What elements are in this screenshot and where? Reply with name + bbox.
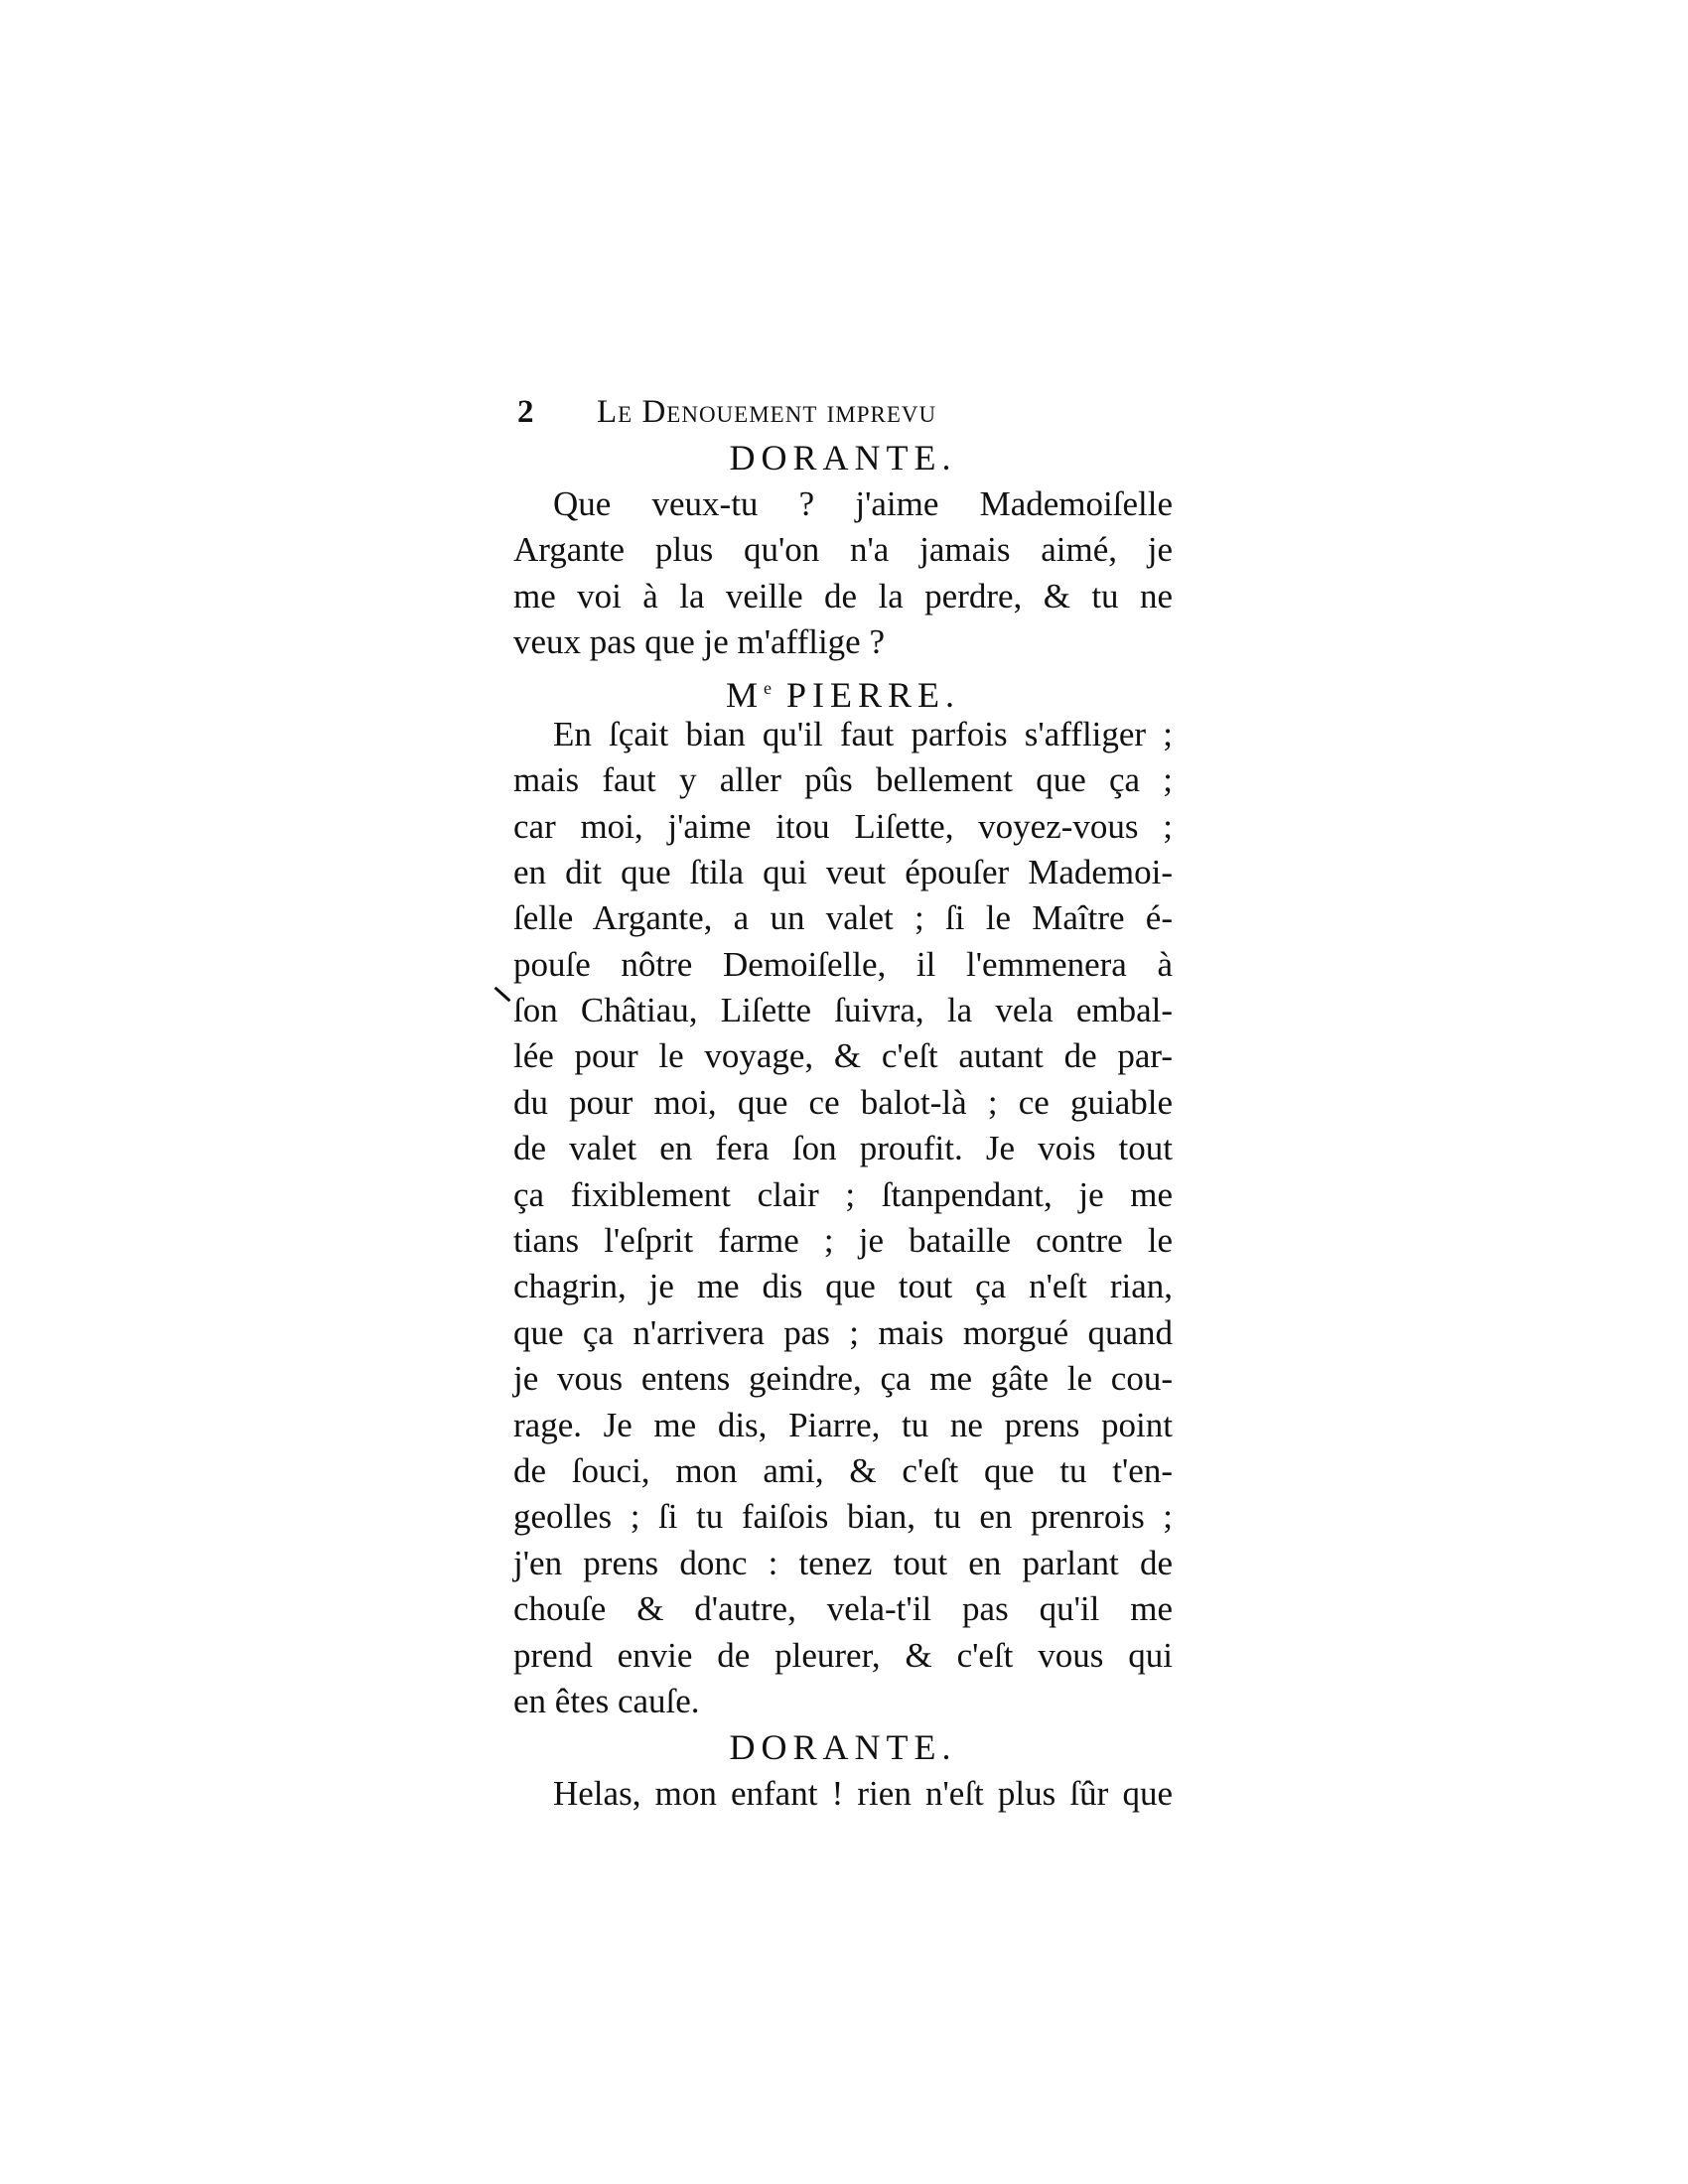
text-line: j'en prens donc : tenez tout en parlant de xyxy=(513,1543,1173,1582)
text-line: de ſouci, mon ami, & c'eſt que tu t'en- xyxy=(513,1450,1173,1490)
text-line: geolles ; ſi tu faiſois bian, tu en prenrois ; xyxy=(513,1497,1173,1537)
page-number: 2 xyxy=(517,394,535,430)
speaker-heading: DORANTE. xyxy=(729,1727,957,1768)
book-page xyxy=(513,389,1173,1817)
speech-paragraph xyxy=(513,481,1173,666)
text-line: car moi, j'aime itou Liſette, voyez-vous ; xyxy=(513,806,1173,846)
text-line: en dit que ſtila qui veut épouſer Mademoi- xyxy=(513,852,1173,891)
text-line: que ça n'arrivera pas ; mais morgué quand xyxy=(513,1312,1173,1352)
text-line: chouſe & d'autre, vela-t'il pas qu'il me xyxy=(513,1589,1173,1629)
speaker-name: PIERRE. xyxy=(786,675,961,716)
text-line: Que veux-tu ? j'aime Mademoiſelle xyxy=(553,483,1173,523)
text-line: veux pas que je m'afflige ? xyxy=(513,621,885,661)
text-line: du pour moi, que ce balot-là ; ce guiable xyxy=(513,1082,1173,1122)
text-line: ſon Châtiau, Liſette ſuivra, la vela embal- xyxy=(513,991,1173,1030)
text-line: lée pour le voyage, & c'eſt autant de par- xyxy=(513,1036,1173,1076)
speaker-heading xyxy=(513,665,1173,716)
running-title: Le Denouement imprevu xyxy=(597,394,937,430)
text-line: mais faut y aller pûs bellement que ça ; xyxy=(513,760,1173,800)
speech-paragraph xyxy=(513,1771,1173,1817)
text-line: En ſçait bian qu'il faut parfois s'affliger ; xyxy=(553,714,1173,753)
text-line: tians l'eſprit farme ; je bataille contre le xyxy=(513,1221,1173,1261)
text-line: rage. Je me dis, Piarre, tu ne prens point xyxy=(513,1405,1173,1444)
text-line: Helas, mon enfant ! rien n'eſt plus ſûr que xyxy=(553,1773,1173,1813)
speaker-heading: DORANTE. xyxy=(729,438,957,478)
text-line: Argante plus qu'on n'a jamais aimé, je xyxy=(513,530,1173,570)
text-line: pouſe nôtre Demoiſelle, il l'emmenera à xyxy=(513,944,1173,984)
text-line: ça fixiblement clair ; ſtanpendant, je me xyxy=(513,1174,1173,1214)
speaker-title: M xyxy=(725,675,764,716)
text-line: en êtes cauſe. xyxy=(513,1681,700,1720)
text-line: prend envie de pleurer, & c'eſt vous qui xyxy=(513,1635,1173,1675)
text-line: chagrin, je me dis que tout ça n'eſt rian, xyxy=(513,1267,1173,1306)
margin-mark xyxy=(494,987,511,1003)
text-line: ſelle Argante, a un valet ; ſi le Maître é- xyxy=(513,898,1173,938)
text-line: me voi à la veille de la perdre, & tu ne xyxy=(513,576,1173,615)
speech-paragraph xyxy=(513,712,1173,1725)
running-header xyxy=(513,389,1173,435)
text-line: de valet en fera ſon proufit. Je vois tout xyxy=(513,1129,1173,1168)
speaker-title-sup: e xyxy=(764,678,772,699)
text-line: je vous entens geindre, ça me gâte le cou- xyxy=(513,1359,1173,1399)
